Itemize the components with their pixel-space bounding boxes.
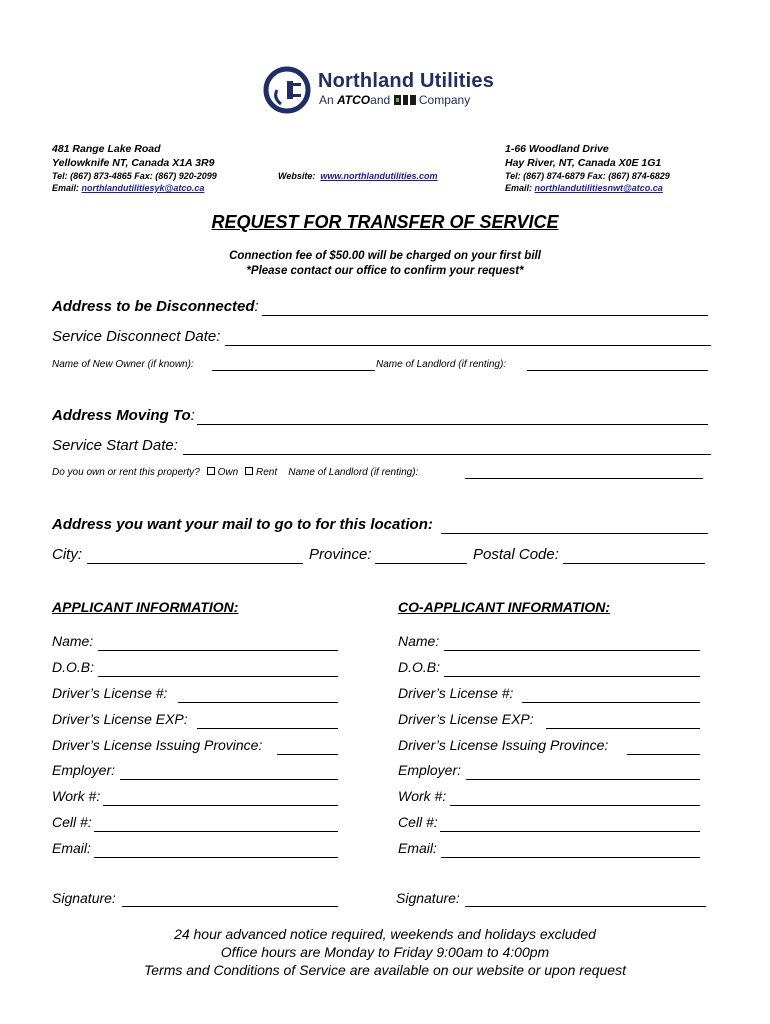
mail-address-label: Address you want your mail to go to for this location:: [52, 516, 433, 533]
coapplicant-field-input[interactable]: [627, 754, 700, 755]
own-rent-row: [52, 467, 418, 478]
new-owner-field[interactable]: [212, 370, 375, 371]
footer-notice-line3: Terms and Conditions of Service are available on our website or upon request: [144, 962, 626, 978]
landlord-disconnect-field[interactable]: [527, 370, 708, 371]
coapplicant-field-input[interactable]: [466, 779, 700, 780]
header-website-label: Website:: [278, 171, 316, 181]
header-right-address-line2: Hay River, NT, Canada X0E 1G1: [505, 157, 662, 169]
header-right-phone: Tel: (867) 874-6879 Fax: (867) 874-6829: [505, 171, 670, 181]
applicant-field-input[interactable]: [178, 702, 338, 703]
postal-code-label: Postal Code:: [473, 546, 559, 563]
footer-notice-line1: 24 hour advanced notice required, weekends and holidays excluded: [174, 926, 596, 942]
header-left-email-label: Email:: [52, 183, 80, 193]
coapplicant-field-label: Name:: [398, 633, 440, 649]
logo-atco: ATCO: [337, 93, 371, 107]
own-label: Own: [217, 467, 239, 478]
header-left-email-link[interactable]: northlandutilitiesyk@atco.ca: [81, 183, 205, 193]
confirm-request-notice: *Please contact our office to confirm your request*: [246, 265, 524, 277]
mail-address-field[interactable]: [441, 533, 708, 534]
rent-checkbox[interactable]: [245, 467, 253, 475]
applicant-field-input[interactable]: [103, 805, 338, 806]
landlord-moving-field[interactable]: [465, 478, 703, 479]
logo-subtitle: [319, 93, 470, 107]
applicant-field-input[interactable]: [197, 728, 338, 729]
address-moving-label-text: Address Moving To: [52, 407, 191, 424]
logo-sub-and: and: [370, 93, 391, 107]
address-moving-field[interactable]: [197, 424, 708, 425]
coapplicant-heading: CO-APPLICANT INFORMATION:: [398, 599, 611, 615]
header-left-address-line1: 481 Range Lake Road: [52, 143, 161, 155]
logo-company-name: Northland Utilities: [318, 70, 495, 92]
applicant-field-input[interactable]: [120, 779, 338, 780]
address-disconnect-colon: :: [254, 298, 259, 315]
applicant-heading: APPLICANT INFORMATION:: [52, 599, 239, 615]
coapplicant-field-input[interactable]: [444, 650, 700, 651]
service-disconnect-date-field[interactable]: [225, 345, 711, 346]
applicant-field-input[interactable]: [94, 857, 338, 858]
connection-fee-notice: Connection fee of $50.00 will be charged on your first bill: [229, 250, 541, 262]
applicant-field-label: Email:: [52, 840, 91, 856]
address-moving-colon: :: [190, 407, 195, 424]
address-disconnect-field[interactable]: [262, 315, 708, 316]
applicant-signature-label: Signature:: [52, 890, 116, 906]
header-left-phone: Tel: (867) 873-4865 Fax: (867) 920-2099: [52, 171, 217, 181]
coapplicant-field-input[interactable]: [546, 728, 700, 729]
coapplicant-field-label: Cell #:: [398, 814, 438, 830]
applicant-field-label: Driver’s License #:: [52, 685, 168, 701]
applicant-field-label: D.O.B:: [52, 659, 95, 675]
address-moving-label: [52, 407, 195, 424]
applicant-field-label: Driver’s License EXP:: [52, 711, 188, 727]
applicant-field-input[interactable]: [98, 650, 338, 651]
plug-logo-icon: [263, 66, 311, 114]
applicant-field-label: Cell #:: [52, 814, 92, 830]
applicant-field-input[interactable]: [98, 676, 338, 677]
header-left-address-line2: Yellowknife NT, Canada X1A 3R9: [52, 157, 215, 169]
own-checkbox[interactable]: [207, 467, 215, 475]
applicant-signature-field[interactable]: [122, 906, 338, 907]
header-right-address-line1: 1-66 Woodland Drive: [505, 143, 609, 155]
coapplicant-field-label: Driver’s License #:: [398, 685, 514, 701]
address-disconnect-label: [52, 298, 259, 315]
landlord-moving-label: Name of Landlord (if renting):: [288, 467, 419, 478]
logo-sub-suffix: Company: [418, 93, 471, 107]
coapplicant-field-label: Email:: [398, 840, 437, 856]
header-left-email: [52, 182, 204, 194]
rent-label: Rent: [255, 467, 278, 478]
province-field[interactable]: [375, 563, 467, 564]
coapplicant-field-label: Driver’s License EXP:: [398, 711, 534, 727]
address-disconnect-label-text: Address to be Disconnected: [52, 298, 255, 315]
footer-notice-line2: Office hours are Monday to Friday 9:00am to 4:00pm: [220, 944, 550, 960]
coapplicant-field-label: Work #:: [398, 788, 447, 804]
logo-sub-prefix: An: [319, 93, 334, 107]
new-owner-label: Name of New Owner (if known):: [52, 359, 194, 370]
partner-logo-icon: [394, 95, 416, 105]
coapplicant-field-input[interactable]: [441, 857, 700, 858]
applicant-field-input[interactable]: [94, 831, 338, 832]
province-label: Province:: [309, 546, 372, 563]
company-logo: [263, 66, 523, 114]
own-rent-question: Do you own or rent this property?: [52, 467, 200, 478]
applicant-field-input[interactable]: [277, 754, 338, 755]
header-website: [278, 170, 438, 182]
applicant-field-label: Name:: [52, 633, 94, 649]
applicant-field-label: Work #:: [52, 788, 101, 804]
service-start-date-label: Service Start Date:: [52, 437, 178, 454]
form-title: REQUEST FOR TRANSFER OF SERVICE: [211, 212, 559, 232]
city-field[interactable]: [87, 563, 303, 564]
coapplicant-field-label: Driver’s License Issuing Province:: [398, 737, 609, 753]
coapplicant-field-input[interactable]: [450, 805, 700, 806]
applicant-field-label: Employer:: [52, 762, 116, 778]
service-disconnect-date-label: Service Disconnect Date:: [52, 328, 221, 345]
header-right-email-label: Email:: [505, 183, 533, 193]
coapplicant-field-label: D.O.B:: [398, 659, 441, 675]
coapplicant-field-input[interactable]: [440, 831, 700, 832]
coapplicant-signature-label: Signature:: [396, 890, 460, 906]
service-start-date-field[interactable]: [183, 454, 711, 455]
header-right-email-link[interactable]: northlandutilitiesnwt@atco.ca: [534, 183, 663, 193]
applicant-field-label: Driver’s License Issuing Province:: [52, 737, 263, 753]
coapplicant-field-input[interactable]: [522, 702, 700, 703]
coapplicant-field-input[interactable]: [444, 676, 700, 677]
landlord-disconnect-label: Name of Landlord (if renting):: [376, 359, 507, 370]
postal-code-field[interactable]: [563, 563, 705, 564]
coapplicant-field-label: Employer:: [398, 762, 462, 778]
city-label: City:: [52, 546, 82, 563]
coapplicant-signature-field[interactable]: [465, 906, 706, 907]
header-website-link[interactable]: www.northlandutilities.com: [320, 171, 438, 181]
header-right-email: [505, 182, 663, 194]
